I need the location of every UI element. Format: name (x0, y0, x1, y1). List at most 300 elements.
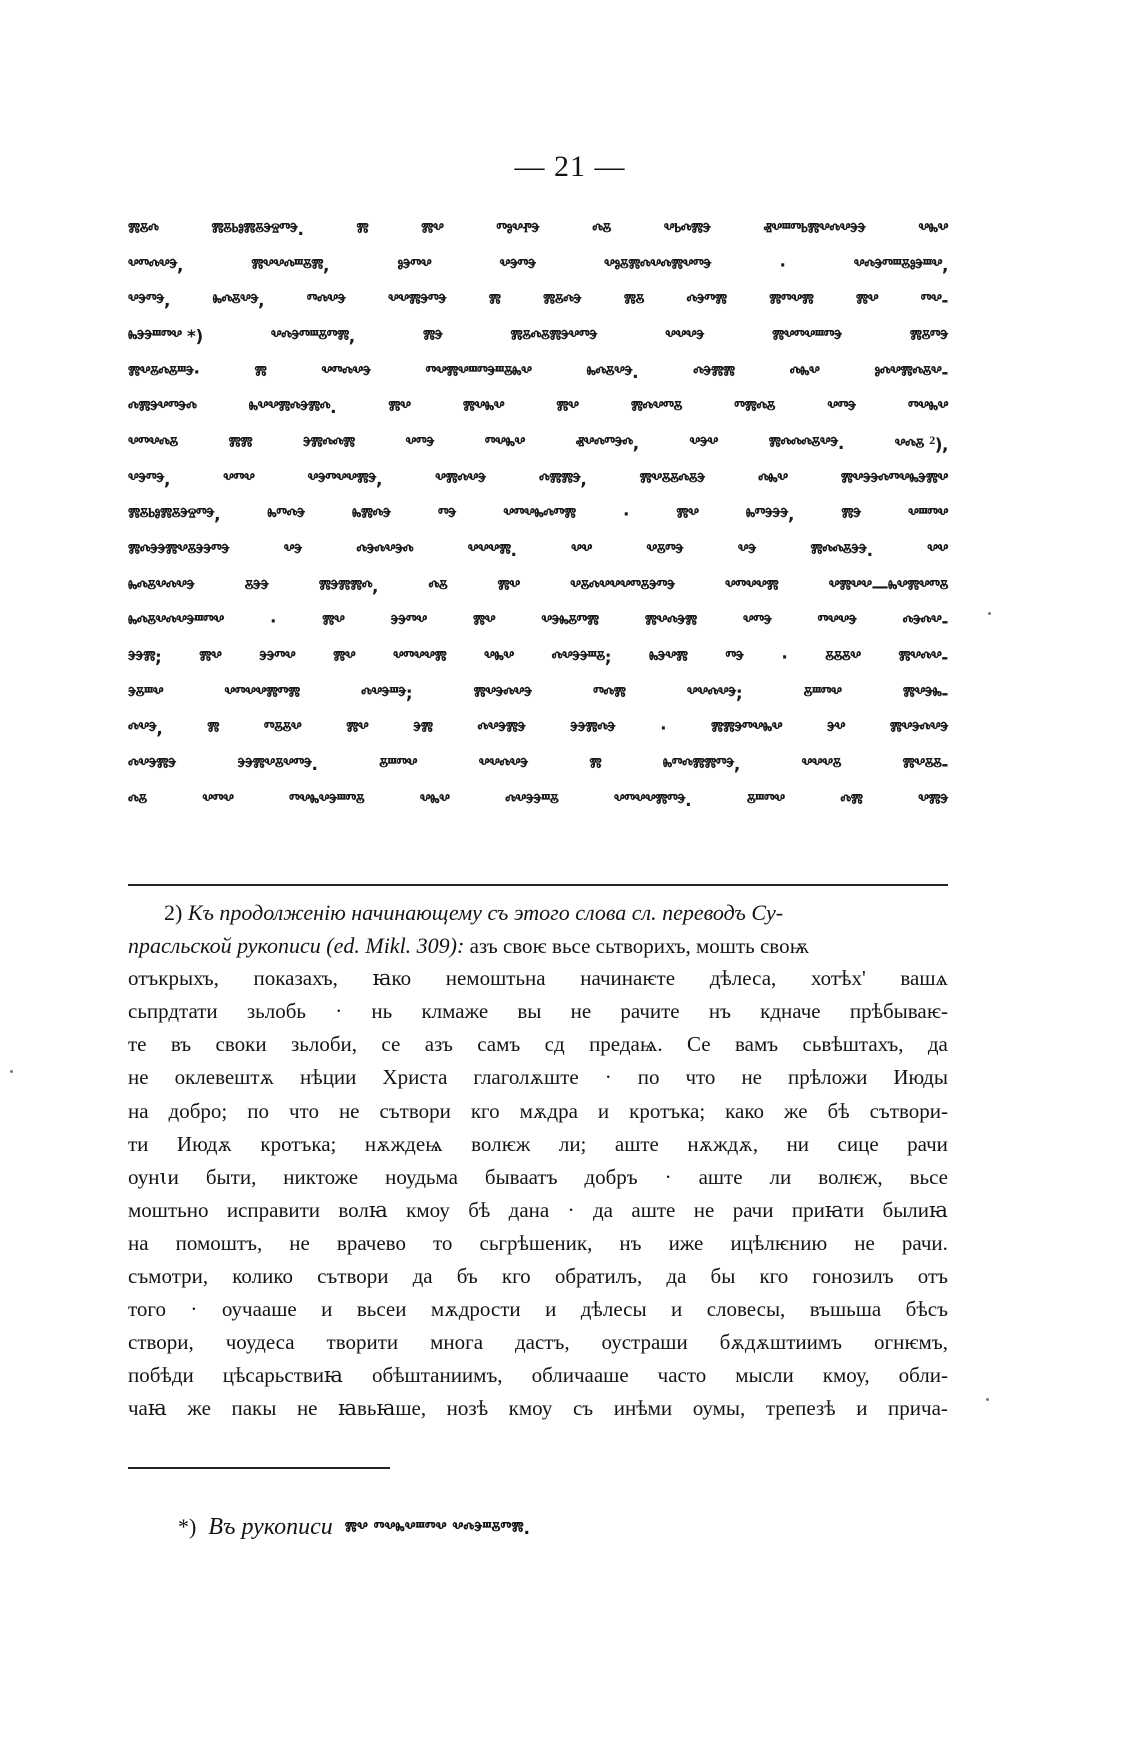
footnote-word: съ (572, 1396, 594, 1421)
footnote-word: отъ (917, 1264, 948, 1289)
glagolitic-word: ⰿⰲ (322, 612, 345, 633)
glagolitic-word: ⰵⰵⰿⰲⰻⰲⱅⰵ. (237, 755, 318, 776)
glagolitic-word: ⰴⰸⰲ (789, 362, 820, 383)
glagolitic-word: ⰸⱅⰵⰵⰵ, (745, 505, 794, 526)
footnote-word: кротъка; (260, 1131, 337, 1156)
footnote-word: сътвори (379, 1098, 451, 1123)
footnote-word: что (685, 1065, 716, 1090)
footnote-word: оумы, (692, 1396, 746, 1421)
footnote-word: те (128, 1032, 147, 1057)
footnote-word: хотѣх' (810, 966, 866, 991)
footnote-word: ли; (558, 1131, 587, 1156)
glagolitic-word: ⱅⰲⰸⰲ (908, 398, 948, 419)
footnote-word: нъ (708, 999, 731, 1024)
footnote-word: · (190, 1297, 198, 1322)
footnote-word: огнѥмъ, (873, 1330, 948, 1355)
paper-speck (986, 1398, 989, 1401)
glagolitic-word: ⰻⰻⰻⰲ (825, 648, 861, 669)
footnote-2-block (128, 900, 948, 1430)
glagolitic-word: ⰵⰵⱅⰲ (259, 648, 296, 669)
footnote-word: добро; (168, 1098, 228, 1123)
footnote-line (128, 1065, 948, 1098)
glagolitic-word: ⰲⰿⰲⰲ—ⰸⰲⰿⰲⱅⰻ (828, 576, 948, 597)
footnote-word: не (854, 1230, 875, 1255)
glagolitic-line (128, 248, 948, 284)
footnote-word: сътвори- (869, 1098, 948, 1123)
footnote-word: нѣции (300, 1065, 357, 1090)
footnote-word: кго (470, 1098, 500, 1123)
footnote-line (128, 966, 948, 999)
footnote-word: и (545, 1297, 557, 1322)
footnote-word: зьлобь (246, 999, 306, 1024)
glagolitic-word: ⰴⰲⰵ, (128, 719, 163, 740)
footnote-word: исправити (226, 1197, 321, 1222)
glagolitic-word: ⰲⰲⰴⰲⰵ; (686, 683, 743, 704)
footnote-word: прѣбываѥ- (849, 999, 948, 1024)
footnote-word: ни (786, 1131, 810, 1156)
glagolitic-text-block (128, 212, 948, 819)
footnote-word: Июдѫ (176, 1131, 232, 1156)
footnote-word: приꙗти (791, 1197, 865, 1222)
footnote-word: нозѣ (446, 1396, 489, 1421)
footnote-word: волѥж, (818, 1164, 883, 1189)
footnote-word: инѣми (613, 1396, 673, 1421)
footnote-line (128, 1396, 948, 1429)
glagolitic-word: ⰲⰲⰲⰻ (801, 755, 841, 776)
footnote-word: да (593, 1197, 614, 1222)
footnote-word: ицѣлѥнию (730, 1230, 828, 1255)
footnote-word: часто (657, 1363, 707, 1388)
glagolitic-word: ⰴⰻ (592, 219, 611, 240)
footnote-word: былиꙗ (882, 1197, 948, 1222)
glagolitic-word: ⰴⰲⰵⰵⱎⰻ; (551, 648, 612, 669)
glagolitic-word: ⰲⱅⰵ (827, 398, 856, 419)
glagolitic-word: ⰿⰻⰴ (128, 219, 159, 240)
footnote-line (128, 1032, 948, 1065)
glagolitic-word: ⱏⰲⰴⱅⰵⰴ, (575, 433, 639, 454)
glagolitic-word: ⰲⰴⰻ $^2$), (894, 432, 948, 456)
footnote-word: створи, (128, 1330, 194, 1355)
glagolitic-word: ⰲⰵⱅⰵ (499, 255, 536, 276)
footnote-separator-rule (128, 884, 948, 886)
glagolitic-line (128, 640, 948, 676)
footnote-word: по (637, 1065, 660, 1090)
glagolitic-word: ⰿⰲ (346, 719, 369, 740)
footnote-star-italic: Въ рукописи (208, 1514, 333, 1540)
glagolitic-word: ⰵⰿ (413, 719, 433, 740)
footnote-word: рачите (620, 999, 680, 1024)
glagolitic-word: ⰿⰴⰵⰵⰿⰲⰻⰵⰵⱅⰵ (128, 541, 230, 562)
glagolitic-word: ⰲⰲⰴⰲⰵ (478, 755, 528, 776)
glagolitic-word: ⰸⰴⰻⰲⰴⰲⰵⱎⱅⰲ (128, 612, 224, 633)
footnote-word: обратилъ, (554, 1264, 643, 1289)
footnote-word: оунꙇи (128, 1164, 179, 1189)
footnote-word: что (288, 1098, 319, 1123)
footnote-word: по (247, 1098, 269, 1123)
footnote-word: чаꙗ (128, 1396, 167, 1421)
glagolitic-word: ⰿⰴⰴⰻⰵⰵ. (810, 541, 873, 562)
glagolitic-word: ⱅⰲⰿⰲⱎⱅⰵⱎⰻⰸⰲ (425, 362, 532, 383)
glagolitic-word: ⰸⰴⰻⰲⰴⰲⰵ (128, 576, 195, 597)
footnote-word: не (128, 1065, 149, 1090)
glagolitic-word: ⰸⰴⰻⰲⰵ. (586, 362, 639, 383)
footnote-word: показахъ, (253, 966, 338, 991)
glagolitic-word: ⱁⰴⰲⰿⰴⰻⰲ- (874, 362, 948, 383)
glagolitic-word: ⰿⰻⱃⱁⰿⰻⰵⱄⱅⰵ, (128, 505, 221, 526)
footnote-word: мѫдра (519, 1098, 578, 1123)
glagolitic-word: ⰲⱅⰴⰲⰵ, (128, 255, 184, 276)
glagolitic-word: ⰲⱅⰲⰲⰿⱅⰿ (224, 683, 300, 704)
glagolitic-word: ⱏⰲⱎⱅⱃⰿⰲⰴⰲⰵⰵ (763, 219, 866, 240)
glagolitic-word: ⰲⰵ (737, 541, 756, 562)
glagolitic-word: ⰿⰲⰲⰴⱎⰻⰿ, (251, 255, 329, 276)
footnote-star-marker: *) (178, 1514, 197, 1539)
footnote-word: гонозилъ (812, 1264, 894, 1289)
glagolitic-word: ⰿⰲⰴⰵⰿ (644, 612, 697, 633)
glagolitic-word: ⰲⰻⱅⰵ (646, 541, 684, 562)
glagolitic-line (128, 283, 948, 319)
footnote-word: кротъка; (629, 1098, 706, 1123)
glagolitic-word: ⰲⰲⰿⰵⱅⰵ (388, 291, 447, 312)
footnote-word: кмоу (508, 1396, 553, 1421)
glagolitic-word: ⰲⱁⰻⰿⰴⰲⰴⰿⰲⱅⰵ (604, 255, 712, 276)
glagolitic-word: ⰲⱅⰲⰸⰴⱅⰿ (503, 505, 576, 526)
glagolitic-word: ⰿⰲⰵⰵⰴⱅⰲⰸⰵⰿⰲ (840, 469, 948, 490)
footnote-word: сьвѣштахъ, (802, 1032, 904, 1057)
footnote-word: сътвори (317, 1264, 389, 1289)
glagolitic-word: · (660, 719, 667, 740)
footnote-word: добръ (584, 1164, 638, 1189)
footnote-word: бѣсъ (905, 1297, 948, 1322)
footnote-word: дѣлесы (580, 1297, 647, 1322)
glagolitic-word: ⰲⱅⰲⰲⰿ (393, 648, 447, 669)
footnote-word: въшьша (809, 1297, 882, 1322)
glagolitic-word: ⰿⰲⰵⰴⰲⰵ (473, 683, 532, 704)
glagolitic-word: ⰴⰵⱅⰿ (686, 291, 727, 312)
glagolitic-word: ⰿ (488, 291, 501, 312)
glagolitic-word: ⱅⰻⰻⰲ (263, 719, 302, 740)
footnote-word: и (856, 1396, 868, 1421)
footnote-word: се (381, 1032, 401, 1057)
footnote-word: кго (501, 1264, 531, 1289)
glagolitic-line (128, 747, 948, 783)
footnote-word: кмоу, (822, 1363, 870, 1388)
glagolitic-line (128, 212, 948, 248)
glagolitic-word: ⰵⰿⰴⰴⰿ (302, 433, 355, 454)
footnote-line (128, 900, 948, 933)
glagolitic-word: ⰴⰲⰵⱎⰵ; (361, 683, 413, 704)
footnote-word: словесы, (706, 1297, 786, 1322)
paper-speck (10, 1070, 13, 1073)
footnote-word: на (128, 1230, 149, 1255)
footnote-word: бѣ (468, 1197, 491, 1222)
glagolitic-word: ⰲⱅⰲ (223, 469, 255, 490)
footnote-word: бываатъ (484, 1164, 558, 1189)
glagolitic-word: ⱁⰵⱅⰲ (397, 255, 432, 276)
footnote-word: аште (631, 1197, 676, 1222)
footnote-word: сд (544, 1032, 565, 1057)
footnote-word: прича- (888, 1396, 948, 1421)
glagolitic-word: ⰿⰲ (556, 398, 579, 419)
footnote-word: кго (759, 1264, 789, 1289)
footnote-word: не (741, 1065, 762, 1090)
footnote-word: како (725, 1098, 764, 1123)
footnote-word: моштьно (128, 1197, 209, 1222)
footnote-word: · (335, 999, 343, 1024)
footnote-word: обѣштаниимъ, (371, 1363, 503, 1388)
footnote-word: нѫждеѩ (364, 1131, 443, 1156)
footnote-word: азъ (424, 1032, 453, 1057)
footnote-word: побѣди (128, 1363, 194, 1388)
footnote-star (178, 1514, 530, 1541)
glagolitic-word: ⰲⰸⰲ (419, 790, 450, 811)
glagolitic-word: ⰵⰵⰿⰴⰵ (570, 719, 616, 740)
footnote-word: дана (508, 1197, 550, 1222)
footnote-word: вьсе (909, 1164, 948, 1189)
footnote-line (128, 1099, 948, 1132)
glagolitic-line (128, 676, 948, 712)
glagolitic-word: ⰸⱅⰴⰿⰿⱅⰵ, (662, 755, 740, 776)
glagolitic-word: ⰴⰵⰴⰲⰵⰴ (356, 541, 414, 562)
glagolitic-word: ⰲⱅⰲⰲⰿⱅⰵ. (614, 790, 692, 811)
footnote-word: начинаѥте (580, 966, 676, 991)
glagolitic-word: ⰿⰴⰲⱅⰻ (630, 398, 682, 419)
footnote-word: того (128, 1297, 166, 1322)
footnote-word: ти (128, 1131, 149, 1156)
footnote-word: оучааше (221, 1297, 297, 1322)
glagolitic-word: ⰿⰲⰻⰻⰴⰻⰵ (639, 469, 705, 490)
glagolitic-word: ⰿⰻ (623, 291, 644, 312)
footnote-word: рачи. (901, 1230, 948, 1255)
glagolitic-word: ⰲⱅⰵ (743, 612, 772, 633)
glagolitic-word: ⰿⱅⰲⰿ (769, 291, 814, 312)
glagolitic-word: ⱅⰲⰸⰲ (484, 433, 525, 454)
footnote-word: своки (215, 1032, 267, 1057)
footnote-word: бѣ (827, 1098, 850, 1123)
footnote-word: трепезѣ (765, 1396, 836, 1421)
footnote-text: прасльской рукописи (ed. Mikl. 309): (128, 933, 465, 959)
footnote-word: оустраши (601, 1330, 688, 1355)
footnote-word: отъкрыхъ, (128, 966, 219, 991)
glagolitic-line (128, 533, 948, 569)
glagolitic-word: ⱅⰵ (437, 505, 456, 526)
footnote-word: творити (326, 1330, 399, 1355)
glagolitic-word: ⰴⰵⰴⰲ- (902, 612, 948, 633)
glagolitic-word: ⰲⰴⰵⱅⱎⰻⱅⰿ, (270, 326, 355, 347)
glagolitic-word: ⰲⱃⰴⰿⰵ (663, 219, 711, 240)
footnote-word: кдначе (760, 999, 821, 1024)
footnote-word: иже (668, 1230, 704, 1255)
glagolitic-word: ⰲⰸⰲ (918, 219, 948, 240)
glagolitic-word: · (270, 612, 276, 633)
footnote-word: сьпрдтати (128, 999, 218, 1024)
footnote-line (128, 1231, 948, 1264)
glagolitic-word: ⰿⰲⰻⰻ- (902, 755, 948, 776)
footnote-word: обли- (898, 1363, 948, 1388)
footnote-word: да (927, 1032, 948, 1057)
glagolitic-word: ⰿⰵ (422, 326, 443, 347)
glagolitic-word: ⰴⰻ (428, 576, 448, 597)
glagolitic-word: ⰿⰲⰵⰸ- (902, 683, 948, 704)
footnote-word: предаѩ. (589, 1032, 663, 1057)
footnote-star-glyphs: ⰿⰲ ⱅⰲⰸⰲⱎⱅⰲ ⰲⰴⰵⱎⰻⱅⰿ. (344, 1519, 531, 1539)
glagolitic-word: ⰲⱅⰵ (405, 433, 435, 454)
glagolitic-word: ⰲⰲⰲⰿ. (467, 541, 517, 562)
glagolitic-line (128, 390, 948, 426)
footnote-word: же (187, 1396, 211, 1421)
footnote-star-separator-rule (128, 1467, 390, 1469)
glagolitic-word: ⰲⰵⱅⰵ, (128, 469, 170, 490)
glagolitic-word: ⰵⰻⱎⰲ (128, 683, 164, 704)
footnote-line (128, 1198, 948, 1231)
footnote-word: не (338, 1098, 360, 1123)
glagolitic-word: ⰴⰿ (840, 790, 863, 811)
footnote-word: ли (769, 1164, 792, 1189)
footnote-word: дѣлеса, (709, 966, 777, 991)
footnote-word: и (671, 1297, 683, 1322)
glagolitic-word: ⰿⰲ (421, 219, 444, 240)
footnote-word: дастъ, (514, 1330, 570, 1355)
footnote-word: зьлоби, (290, 1032, 358, 1057)
footnote-word: не (693, 1197, 715, 1222)
footnote-word: на (128, 1098, 149, 1123)
footnote-word: бѫдѫштиимъ (719, 1330, 843, 1355)
footnote-word: вьсеи (356, 1297, 407, 1322)
glagolitic-word: ⰿ (207, 719, 219, 740)
footnote-word: мысли (735, 1363, 794, 1388)
glagolitic-word: ⰲⰸⰲ (484, 648, 514, 669)
glagolitic-line (128, 498, 948, 534)
glagolitic-word: · (781, 648, 788, 669)
footnote-word: цѣсарьствиꙗ (222, 1363, 343, 1388)
glagolitic-word: ⰿⰲ (333, 648, 356, 669)
glagolitic-word: ⰿⰿ (228, 433, 253, 454)
footnote-line (128, 1132, 948, 1165)
glagolitic-word: ⰲⰲ (571, 541, 592, 562)
footnote-line (128, 1363, 948, 1396)
footnote-word: · (664, 1164, 672, 1189)
glagolitic-word: ⰿⰲ (856, 291, 879, 312)
glagolitic-word: ⰸⱅⰴⰵ (267, 505, 305, 526)
page-number: — 21 — (514, 150, 626, 183)
glagolitic-word: ⰸⰲⰲⰿⰴⰵⰿⰴ. (248, 398, 337, 419)
glagolitic-word: ⰴⰲⰵⰵⱎⰻ (505, 790, 559, 811)
footnote-word: ꙗвьꙗше, (338, 1396, 427, 1421)
footnote-word: ноудьма (385, 1164, 458, 1189)
footnote-word: вашѧ (900, 966, 948, 991)
glagolitic-word: ⰲⱅⰲⰴⰻ (128, 433, 178, 454)
glagolitic-word: ⰴⰸⰲ (758, 469, 788, 490)
footnote-word: нь (371, 999, 393, 1024)
glagolitic-word: ⰿ (356, 219, 369, 240)
footnote-word: глаголѫште (473, 1065, 579, 1090)
footnote-word: не (570, 999, 592, 1024)
footnote-line (128, 1264, 948, 1297)
footnote-line (128, 1330, 948, 1363)
footnote-word: то (433, 1230, 453, 1255)
footnote-word: рачи (907, 1131, 948, 1156)
glagolitic-word: ⰿⰲⰵⰴⰲⰵ (889, 719, 948, 740)
footnote-word: волꙗ (338, 1197, 388, 1222)
glagolitic-word: ⰿⰴⰴⰴⰻⰲⰵ. (768, 433, 844, 454)
glagolitic-word: ⰲⰻⰴⰲⰲⰲⱅⰻⰵⱅⰵ (570, 576, 675, 597)
glagolitic-word: ⱅⰴⰲⰵ (306, 291, 346, 312)
glagolitic-word: ⰿ (589, 755, 602, 776)
footnote-word: Июды (893, 1065, 948, 1090)
glagolitic-word: ⱅⰴⰿ (593, 683, 626, 704)
footnote-word: чоудеса (225, 1330, 295, 1355)
glagolitic-line (128, 426, 948, 462)
footnote-marker: 2) (164, 900, 188, 925)
footnote-line (128, 1165, 948, 1198)
footnote-word: оклевештѫ (174, 1065, 275, 1090)
glagolitic-word: ⰲⰲ (927, 541, 948, 562)
glagolitic-line (128, 355, 948, 391)
glagolitic-word: ⰸⰿⰴⰵ (351, 505, 391, 526)
footnote-word: рачи (732, 1197, 774, 1222)
glagolitic-word: ⱅⰵ (725, 648, 744, 669)
glagolitic-word: ⰿⰻⰴⰵ (543, 291, 582, 312)
glagolitic-word: ⰿⰲ (388, 398, 411, 419)
footnote-word: вамъ (735, 1032, 779, 1057)
glagolitic-word: ⰲⰵⱅⰲⰲⰿⰵ, (307, 469, 382, 490)
paper-speck (988, 612, 991, 615)
footnote-word: нъ (619, 1230, 642, 1255)
glagolitic-word: ⰿⰲ (497, 576, 520, 597)
glagolitic-word: ⰿⰲⰸⰲ (462, 398, 505, 419)
glagolitic-line (128, 712, 948, 748)
footnote-word: врачево (336, 1230, 406, 1255)
glagolitic-word: ⱅⰿⰴⰻ (734, 398, 776, 419)
footnote-line (128, 999, 948, 1032)
footnote-word: и (597, 1098, 610, 1123)
footnote-word: да (412, 1264, 433, 1289)
footnote-word: волѥж (471, 1131, 531, 1156)
footnote-word: да (666, 1264, 687, 1289)
glagolitic-word: ⰸⰵⰲⰿ (648, 648, 688, 669)
footnote-word: мѫдрости (430, 1297, 521, 1322)
footnote-word: быти, (205, 1164, 257, 1189)
footnote-word: аште (614, 1131, 659, 1156)
footnote-word: въ (170, 1032, 192, 1057)
glagolitic-word: ⰿⰲⱅⰲⱎⱅⰵ (772, 326, 842, 347)
footnote-word: самъ (477, 1032, 521, 1057)
glagolitic-word: ⰲⱅⰲⰲⰿ (725, 576, 779, 597)
footnote-word: вы (517, 999, 542, 1024)
glagolitic-word: ⰿⰻⰴⰻⰿⰵⰲⱅⰵ (510, 326, 598, 347)
glagolitic-word: ⰿⰵ (841, 505, 861, 526)
footnote-word: сице (837, 1131, 879, 1156)
footnote-italic-text: Къ продолженію начинающему съ этого слова сл. переводъ Су- (187, 900, 784, 925)
footnote-word: ꙗко (372, 966, 412, 991)
footnote-word: же (783, 1098, 808, 1123)
glagolitic-word: ⰴⰲⰵⰿⰵ (477, 719, 526, 740)
glagolitic-word: ⰸⰵⰵⱎⱅⰲ *) (128, 326, 203, 347)
footnote-word: Се (687, 1032, 711, 1057)
glagolitic-word: ⰵⰵⱅⰲ (390, 612, 427, 633)
glagolitic-word: ⰲⰲⰲⰵ (665, 326, 704, 347)
footnote-word: и (321, 1297, 333, 1322)
glagolitic-word: ⰲⱅⰲ (202, 790, 234, 811)
glagolitic-word: ⰿⰲⰻⰴⰻⱎⰵ· (128, 362, 200, 383)
glagolitic-line (128, 569, 948, 605)
glagolitic-word: ⰲⰵⱅⰵ, (128, 291, 170, 312)
footnote-word: пакы (231, 1396, 277, 1421)
glagolitic-word: ⰻⰵⰵ (244, 576, 269, 597)
footnote-word: прѣложи (788, 1065, 868, 1090)
glagolitic-word: ⰿⰻⱃⱁⰿⰻⰵⱄⱅⰵ. (211, 219, 304, 240)
glagolitic-line (128, 319, 948, 355)
